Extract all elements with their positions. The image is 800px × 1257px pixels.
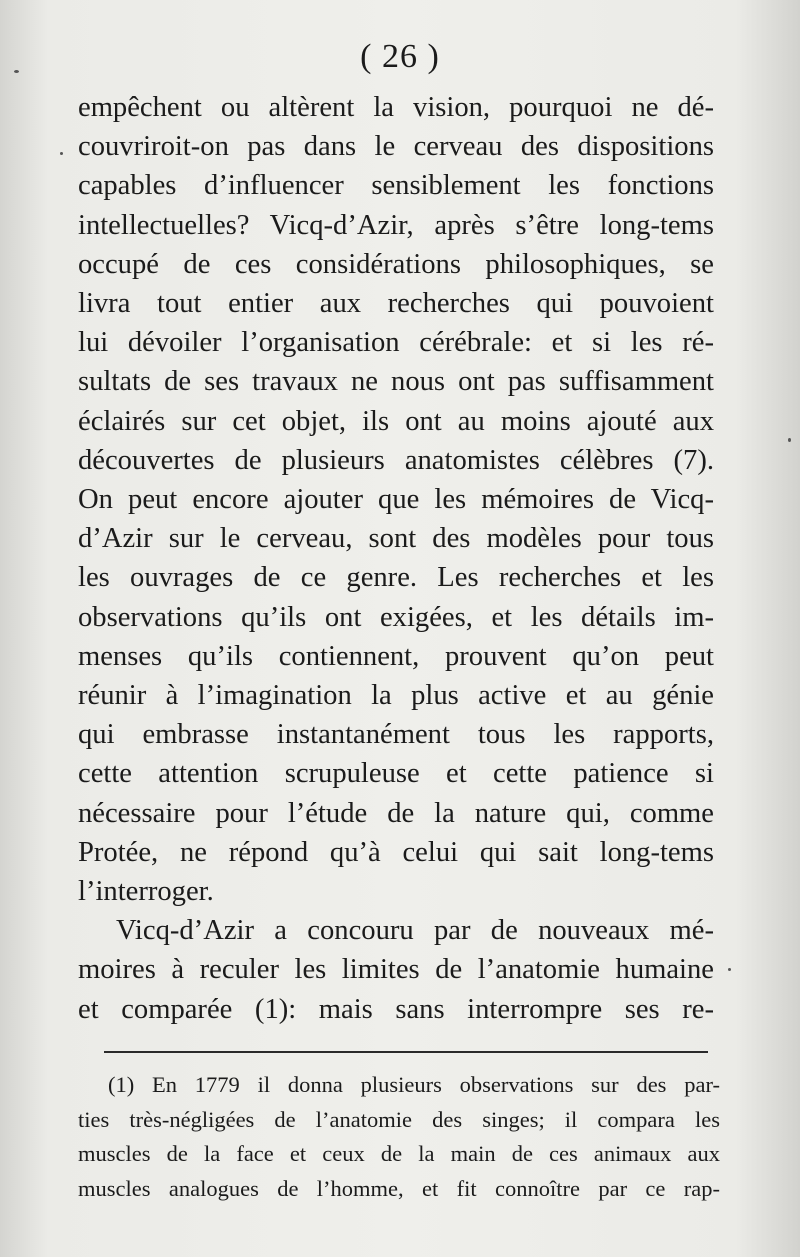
text-line: couvriroit-on pas dans le cerveau des dispositions xyxy=(78,131,714,163)
text-line: livra tout entier aux recherches qui pouvoient xyxy=(78,288,714,320)
footnote-line: muscles de la face et ceux de la main de ces animaux aux xyxy=(78,1141,720,1166)
text-line: empêchent ou altèrent la vision, pourquoi ne dé- xyxy=(78,92,714,123)
text-line: les ouvrages de ce genre. Les recherches et les xyxy=(78,562,714,594)
text-line: Protée, ne répond qu’à celui qui sait long-tems xyxy=(78,836,714,868)
paper-speck xyxy=(788,438,791,442)
text-line: occupé de ces considérations philosophiques, se xyxy=(78,248,714,280)
paragraph-start-line: Vicq-d’Azir a concouru par de nouveaux mé- xyxy=(116,915,714,947)
page-number: ( 26 ) xyxy=(360,38,440,75)
paper-speck xyxy=(14,70,19,73)
paper-speck xyxy=(60,152,63,155)
footnote-line: (1) En 1779 il donna plusieurs observations sur des par- xyxy=(108,1072,720,1097)
text-line: On peut encore ajouter que les mémoires de Vicq- xyxy=(78,484,714,516)
text-line: l’interroger. xyxy=(78,876,214,908)
text-line: capables d’influencer sensiblement les fonctions xyxy=(78,170,714,202)
footnote-divider xyxy=(104,1051,708,1053)
main-text xyxy=(78,88,714,1029)
paper-speck xyxy=(728,968,731,971)
text-line: éclairés sur cet objet, ils ont au moins ajouté aux xyxy=(78,405,714,437)
text-line: cette attention scrupuleuse et cette patience si xyxy=(78,758,714,790)
text-line: réunir à l’imagination la plus active et au génie xyxy=(78,680,714,712)
text-line: sultats de ses travaux ne nous ont pas suffisamment xyxy=(78,366,714,398)
text-line: menses qu’ils contiennent, prouvent qu’on peut xyxy=(78,640,714,672)
footnote-line: muscles analogues de l’homme, et fit connoître par ce rap- xyxy=(78,1175,720,1201)
footnote-block xyxy=(78,1068,720,1206)
text-line: lui dévoiler l’organisation cérébrale: et si les ré- xyxy=(78,327,714,359)
text-line: découvertes de plusieurs anatomistes célèbres (7). xyxy=(78,444,714,476)
footnote-line: ties très-négligées de l’anatomie des singes; il compara les xyxy=(78,1106,720,1132)
text-line: moires à reculer les limites de l’anatomie humaine xyxy=(78,954,714,986)
text-line: intellectuelles? Vicq-d’Azir, après s’être long-tems xyxy=(78,209,714,241)
text-line: d’Azir sur le cerveau, sont des modèles pour tous xyxy=(78,523,714,555)
text-line: et comparée (1): mais sans interrompre ses re- xyxy=(78,993,714,1025)
text-line: observations qu’ils ont exigées, et les détails im- xyxy=(78,601,714,633)
text-line: qui embrasse instantanément tous les rapports, xyxy=(78,719,714,751)
text-line: nécessaire pour l’étude de la nature qui, comme xyxy=(78,797,714,829)
